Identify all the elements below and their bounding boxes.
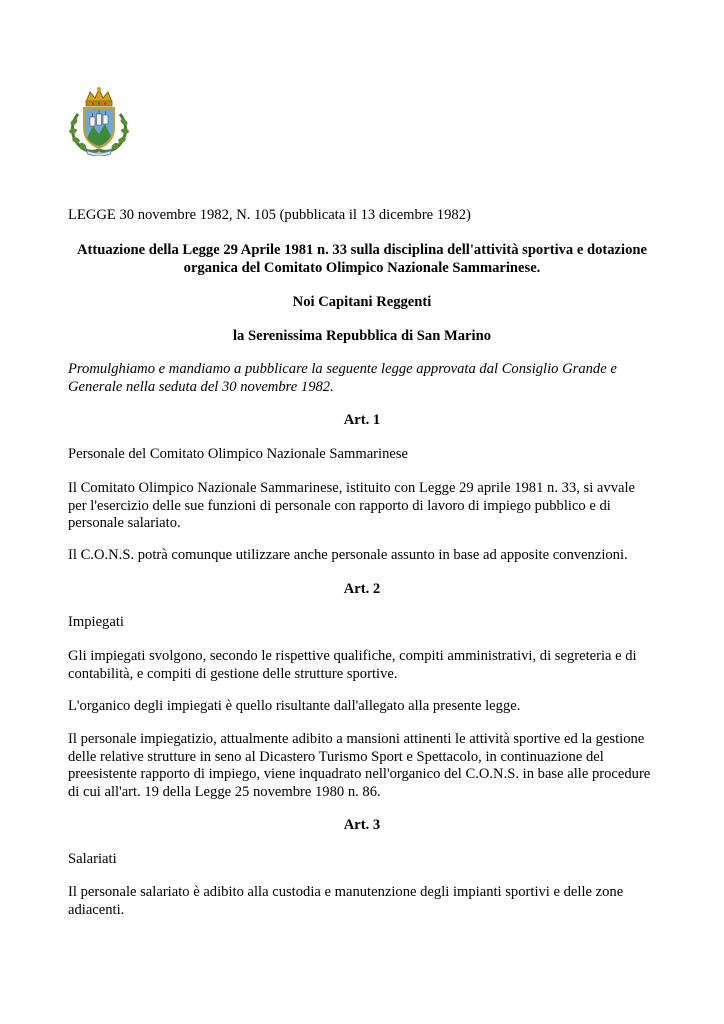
article-heading: Art. 1 — [343, 412, 381, 428]
san-marino-coat-of-arms-icon — [64, 84, 134, 156]
article-paragraph: Il C.O.N.S. potrà comunque utilizzare anche personale assunto in base ad apposite convenzioni. — [68, 547, 628, 563]
law-header: LEGGE 30 novembre 1982, N. 105 (pubblicata il 13 dicembre 1982) — [68, 207, 471, 223]
article-paragraph: Il personale impiegatizio, attualmente adibito a mansioni attinenti le attività sportive ed la gestione delle relative strutture in seno al Dicastero Turismo Sport e Spettacolo, in continuazione del preesistente rapporto di impiego, viene inquadrato nell'organico del C.O.N.S. in base alle procedure di cui all'art. 19 della Legge 25 novembre 1980 n. 86. — [68, 731, 651, 800]
article-subtitle: Salariati — [68, 851, 117, 867]
article-heading: Art. 3 — [343, 817, 381, 833]
article-paragraph: Il personale salariato è adibito alla custodia e manutenzione degli impianti sportivi e delle zone adiacenti. — [68, 884, 624, 918]
article-heading: Art. 2 — [343, 581, 381, 597]
article-subtitle: Impiegati — [68, 614, 124, 630]
article-subtitle: Personale del Comitato Olimpico Nazionale Sammarinese — [68, 446, 409, 462]
law-title: Attuazione della Legge 29 Aprile 1981 n. 33 sulla disciplina dell'attività sportiva e dotazione organica del Comitato Olimpico Nazionale Sammarinese. — [77, 242, 647, 276]
article-paragraph: Gli impiegati svolgono, secondo le rispettive qualifiche, compiti amministrativi, di segreteria e di contabilità, e compiti di gestione delle strutture sportive. — [68, 648, 637, 682]
formula-repubblica: la Serenissima Repubblica di San Marino — [233, 328, 491, 344]
article-paragraph: Il Comitato Olimpico Nazionale Sammarinese, istituito con Legge 29 aprile 1981 n. 33, si avvale per l'esercizio delle sue funzioni di personale con rapporto di lavoro di impiego pubblico e di personale salariato. — [68, 480, 635, 531]
article-paragraph: L'organico degli impiegati è quello risultante dall'allegato alla presente legge. — [68, 698, 521, 714]
formula-capitani-reggenti: Noi Capitani Reggenti — [292, 294, 432, 310]
promulgation-text: Promulghiamo e mandiamo a pubblicare la seguente legge approvata dal Consiglio Grande e Generale nella seduta del 30 novembre 1982. — [68, 361, 617, 395]
